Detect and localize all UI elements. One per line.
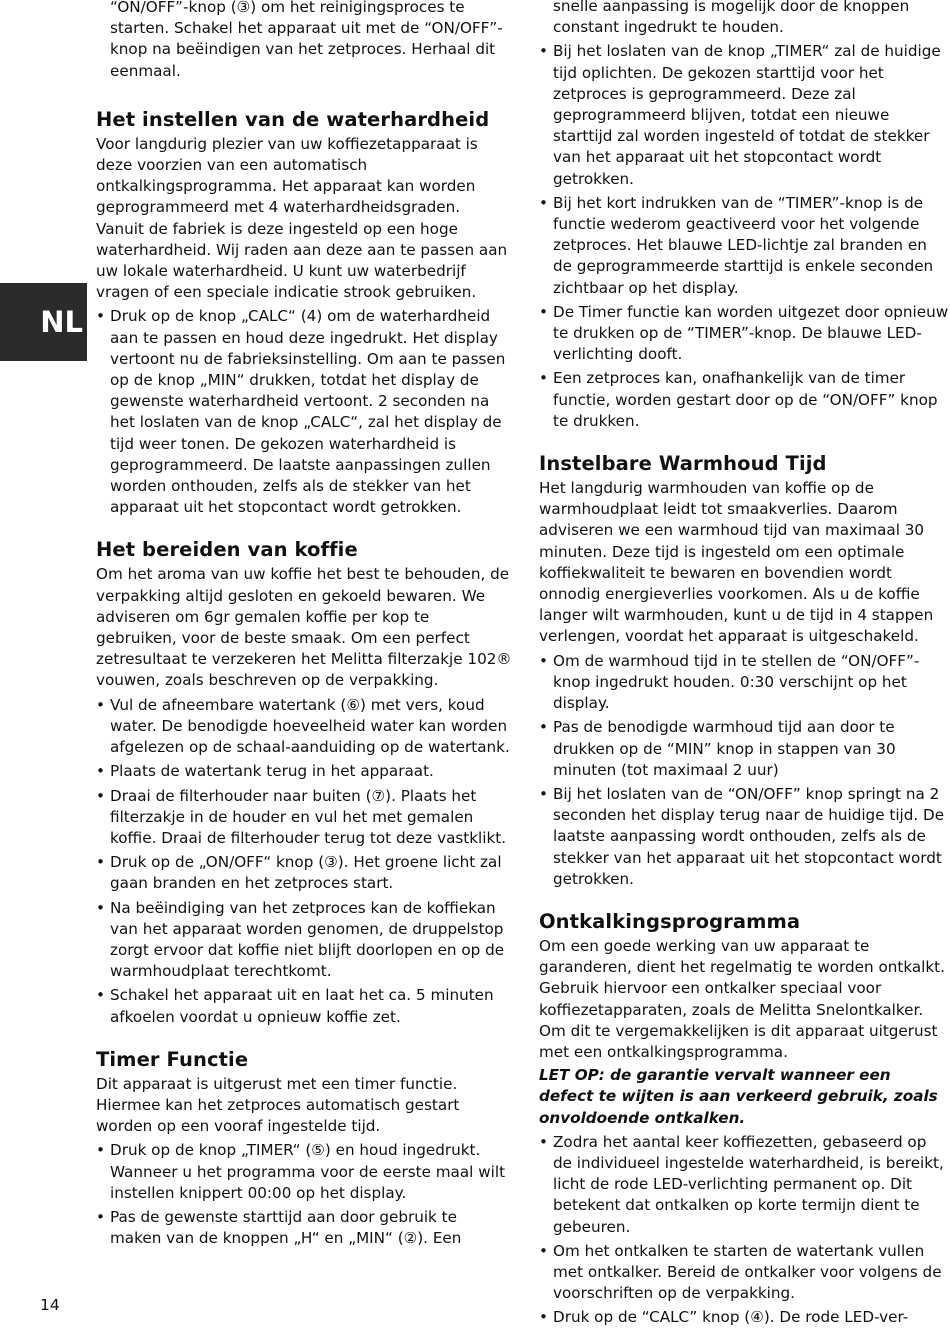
list-item: • Plaats de watertank terug in het apparaat. <box>96 761 512 782</box>
left-column <box>96 0 512 1252</box>
list-item: • Om de warmhoud tijd in te stellen de “ON/OFF”-knop ingedrukt houden. 0:30 verschijnt op het display. <box>539 651 949 715</box>
list-item: • Bij het loslaten van de “ON/OFF” knop springt na 2 seconden het display terug naar de huidige tijd. De laatste aanpassing wordt onthouden, zelfs als de stekker van het apparaat uit het stopcontact wordt getrokken. <box>539 784 949 890</box>
list-item: • Na beëindiging van het zetproces kan de koffiekan van het apparaat worden genomen, de druppelstop zorgt ervoor dat koffie niet blijft doorlopen en op de warmhoudplaat terechtkomt. <box>96 898 512 983</box>
list-item: • Draai de filterhouder naar buiten (⑦). Plaats het filterzakje in de houder en vul het met gemalen koffie. Draai de filterhouder terug tot deze vastklikt. <box>96 786 512 850</box>
coffee-list <box>96 695 512 1028</box>
list-item: • Bij het loslaten van de knop „TIMER“ zal de huidige tijd oplichten. De gekozen starttijd voor het zetproces is geprogrammeerd. Deze zal geprogrammeerd blijven, totdat een nieuwe starttijd zal worden ingesteld of totdat de stekker van het apparaat uit het stopcontact wordt getrokken. <box>539 41 949 189</box>
list-item: • Druk op de „ON/OFF“ knop (③). Het groene licht zal gaan branden en het zetproces start. <box>96 852 512 894</box>
language-tab: NL <box>0 283 87 361</box>
keep-warm-heading: Instelbare Warmhoud Tijd <box>539 452 827 476</box>
descaling-heading: Ontkalkingsprogramma <box>539 909 801 933</box>
timer-list-continued <box>539 41 949 432</box>
descaling-list <box>539 1132 949 1329</box>
water-hardness-paragraph: Voor langdurig plezier van uw koffiezetapparaat is deze voorzien van een automatisch ontkalkingsprogramma. Het apparaat kan worden geprogrammeerd met 4 waterhardheidsgraden. Vanuit de fabriek is deze ingesteld op een hoge waterhardheid. Wij raden aan deze aan te passen aan uw lokale waterhardheid. U kunt uw waterbedrijf vragen of een speciale indicatie strook gebruiken. <box>96 134 508 302</box>
list-item: • Een zetproces kan, onafhankelijk van de timer functie, worden gestart door op de “ON/OFF” knop te drukken. <box>539 368 949 432</box>
list-item: • Pas de benodigde warmhoud tijd aan door te drukken op de “MIN” knop in stappen van 30 minuten (tot maximaal 2 uur) <box>539 717 949 781</box>
list-item: • Pas de gewenste starttijd aan door gebruik te maken van de knoppen „H“ en „MIN“ (②). Een <box>96 1207 512 1249</box>
list-item: • Druk op de “CALC” knop (④). De rode LED-ver- <box>539 1307 949 1328</box>
coffee-heading: Het bereiden van koffie <box>96 538 358 562</box>
list-item: • De Timer functie kan worden uitgezet door opnieuw te drukken op de “TIMER”-knop. De blauwe LED-verlichting dooft. <box>539 302 949 366</box>
water-hardness-heading: Het instellen van de waterhardheid <box>96 107 490 131</box>
timer-list <box>96 1140 512 1249</box>
timer-continuation: snelle aanpassing is mogelijk door de knoppen constant ingedrukt te houden. <box>553 0 910 37</box>
warranty-warning: LET OP: de garantie vervalt wanneer een defect te wijten is aan verkeerd gebruik, zoals onvoldoende ontkalken. <box>539 1066 938 1127</box>
intro-continuation: “ON/OFF”-knop (③) om het reinigingsproces te starten. Schakel het apparaat uit met de “ON/OFF”-knop na beëindigen van het zetproces. Herhaal dit eenmaal. <box>110 0 503 80</box>
timer-paragraph: Dit apparaat is uitgerust met een timer functie. Hiermee kan het zetproces automatisch gestart worden op een vooraf ingestelde tijd. <box>96 1074 460 1136</box>
list-item: • Druk op de knop „CALC“ (4) om de waterhardheid aan te passen en houd deze ingedrukt. Het display vertoont nu de fabrieksinstelling. Om aan te passen op de knop „MIN“ drukken, totdat het display de gewenste waterhardheid vertoont. 2 seconden na het loslaten van de knop „CALC“, zal het display de tijd weer tonen. De gekozen waterhardheid is geprogrammeerd. De laatste aanpassingen zullen worden onthouden, zelfs als de stekker van het apparaat uit het stopcontact wordt getrokken. <box>96 306 512 518</box>
descaling-paragraph: Om een goede werking van uw apparaat te garanderen, dient het regelmatig te worden ontkalkt. Gebruik hiervoor een ontkalker speciaal voor koffiezetapparaten, zoals de Melitta Snelontkalker. Om dit te vergemakkelijken is dit apparaat uitgerust met een ontkalkingsprogramma. <box>539 936 945 1061</box>
list-item: • Bij het kort indrukken van de “TIMER”-knop is de functie wederom geactiveerd voor het volgende zetproces. Het blauwe LED-lichtje zal branden en de geprogrammeerde starttijd is enkele seconden zichtbaar op het display. <box>539 193 949 299</box>
keep-warm-list <box>539 651 949 890</box>
coffee-paragraph: Om het aroma van uw koffie het best te behouden, de verpakking altijd gesloten en gekoeld bewaren. We adviseren om 6gr gemalen koffie per kop te gebruiken, voor de beste smaak. Om een perfect zetresultaat te verzekeren het Melitta filterzakje 102® vouwen, zoals beschreven op de verpakking. <box>96 565 512 690</box>
page-number: 14 <box>40 1296 60 1314</box>
keep-warm-paragraph: Het langdurig warmhouden van koffie op de warmhoudplaat leidt tot smaakverlies. Daarom adviseren we een warmhoud tijd van maximaal 30 minuten. Deze tijd is ingesteld om een optimale koffiekwaliteit te bewaren en bovendien wordt onnodig energieverlies voorkomen. Als u de koffie langer wilt warmhouden, kunt u de tijd in 4 stappen verlengen, voordat het apparaat is uitgeschakeld. <box>539 479 934 646</box>
list-item: • Schakel het apparaat uit en laat het ca. 5 minuten afkoelen voordat u opnieuw koffie zet. <box>96 985 512 1027</box>
list-item: • Vul de afneembare watertank (⑥) met vers, koud water. De benodigde hoeveelheid water kan worden afgelezen op de schaal-aanduiding op de watertank. <box>96 695 512 759</box>
list-item: • Druk op de knop „TIMER“ (⑤) en houd ingedrukt. Wanneer u het programma voor de eerste maal wilt instellen knippert 00:00 op het display. <box>96 1140 512 1204</box>
water-hardness-list <box>96 306 512 518</box>
timer-heading: Timer Functie <box>96 1047 249 1071</box>
right-column <box>539 0 949 1332</box>
list-item: • Zodra het aantal keer koffiezetten, gebaseerd op de individueel ingestelde waterhardheid, is bereikt, licht de rode LED-verlichting permanent op. Dit betekent dat ontkalken op korte termijn dient te gebeuren. <box>539 1132 949 1238</box>
list-item: • Om het ontkalken te starten de watertank vullen met ontkalker. Bereid de ontkalker voor volgens de voorschriften op de verpakking. <box>539 1241 949 1305</box>
